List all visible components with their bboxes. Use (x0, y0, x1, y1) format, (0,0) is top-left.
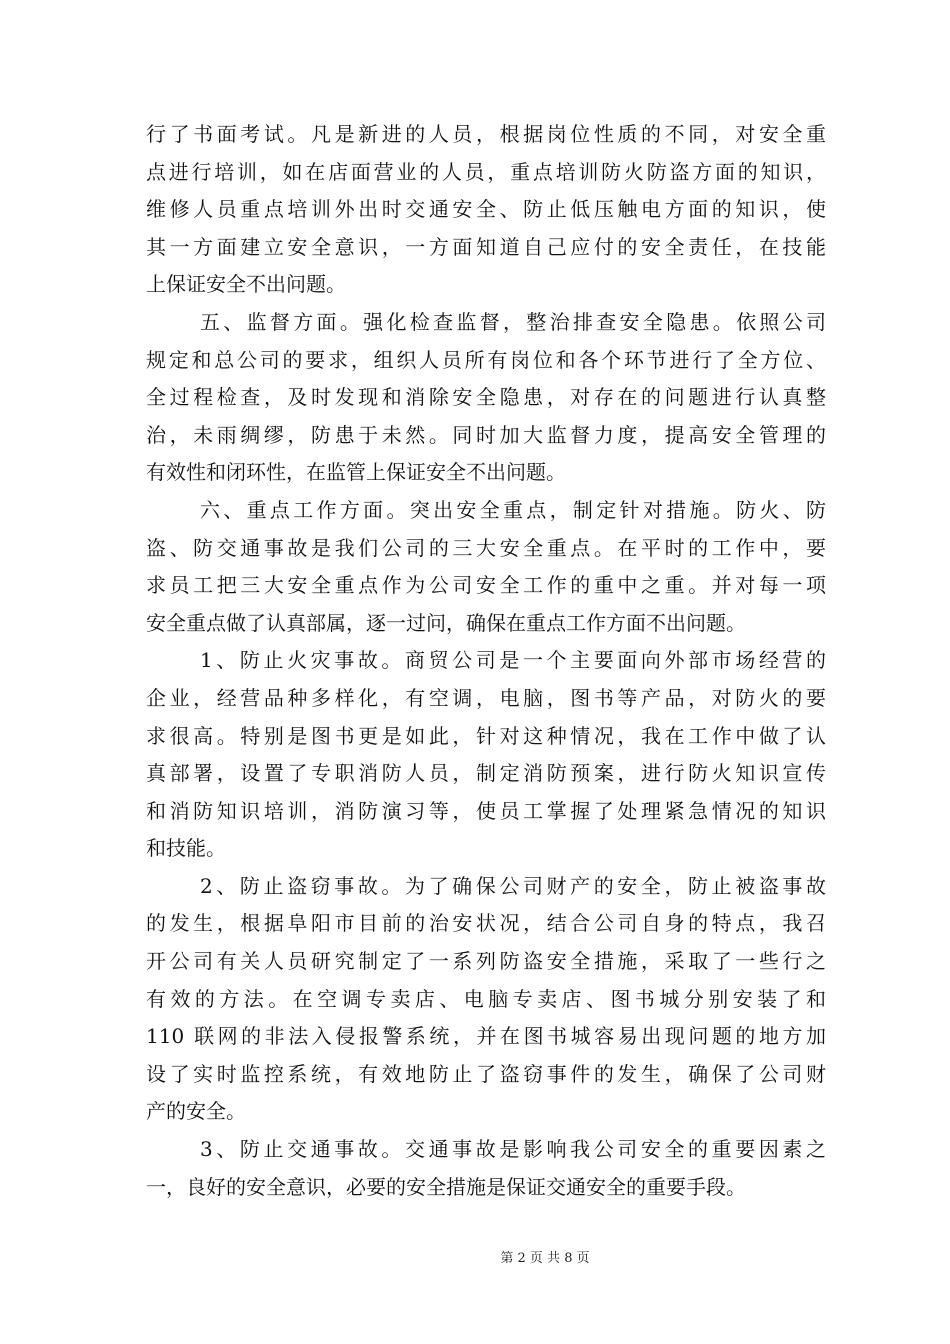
text-line: 维修人员重点培训外出时交通安全、防止低压触电方面的知识，使 (146, 197, 826, 222)
text-line: 开公司有关人员研究制定了一系列防盗安全措施，采取了一些行之 (146, 949, 826, 974)
text-line: 上保证安全不出问题。 (146, 272, 346, 297)
text-line: 五、监督方面。强化检查监督，整治排查安全隐患。依照公司 (200, 309, 826, 334)
text-line: 110 联网的非法入侵报警系统，并在图书城容易出现问题的地方加 (146, 1024, 826, 1049)
text-line: 2、防止盗窃事故。为了确保公司财产的安全，防止被盗事故 (200, 873, 826, 898)
text-line: 企业，经营品种多样化，有空调，电脑，图书等产品，对防火的要 (146, 685, 826, 710)
text-line: 其一方面建立安全意识，一方面知道自己应付的安全责任，在技能 (146, 234, 826, 259)
text-line: 规定和总公司的要求，组织人员所有岗位和各个环节进行了全方位、 (146, 347, 826, 372)
text-line: 点进行培训，如在店面营业的人员，重点培训防火防盗方面的知识， (146, 159, 826, 184)
text-line: 和技能。 (146, 836, 226, 861)
text-line: 求员工把三大安全重点作为公司安全工作的重中之重。并对每一项 (146, 573, 826, 598)
text-line: 有效的方法。在空调专卖店、电脑专卖店、图书城分别安装了和 (146, 986, 826, 1011)
page-number-footer: 第 2 页 共 8 页 (500, 1251, 590, 1266)
text-line: 有效性和闭环性，在监管上保证安全不出问题。 (146, 460, 566, 485)
text-line: 治，未雨绸缪，防患于未然。同时加大监督力度，提高安全管理的 (146, 422, 826, 447)
text-line: 一，良好的安全意识，必要的安全措施是保证交通安全的重要手段。 (146, 1174, 746, 1199)
text-line: 全过程检查，及时发现和消除安全隐患，对存在的问题进行认真整 (146, 385, 826, 410)
text-line: 3、防止交通事故。交通事故是影响我公司安全的重要因素之 (200, 1137, 826, 1162)
text-line: 盗、防交通事故是我们公司的三大安全重点。在平时的工作中，要 (146, 535, 826, 560)
text-line: 安全重点做了认真部属，逐一过问，确保在重点工作方面不出问题。 (146, 610, 746, 635)
document-body (146, 116, 826, 1206)
text-line: 行了书面考试。凡是新进的人员，根据岗位性质的不同，对安全重 (146, 122, 826, 146)
text-line: 六、重点工作方面。突出安全重点，制定针对措施。防火、防 (200, 497, 826, 522)
text-line: 设了实时监控系统，有效地防止了盗窃事件的发生，确保了公司财 (146, 1061, 826, 1086)
text-line: 真部署，设置了专职消防人员，制定消防预案，进行防火知识宣传 (146, 761, 826, 786)
text-line: 的发生，根据阜阳市目前的治安状况，结合公司自身的特点，我召 (146, 911, 826, 936)
text-line: 和消防知识培训，消防演习等，使员工掌握了处理紧急情况的知识 (146, 798, 826, 823)
text-line: 产的安全。 (146, 1099, 246, 1124)
text-line: 1、防止火灾事故。商贸公司是一个主要面向外部市场经营的 (200, 648, 826, 673)
text-line: 求很高。特别是图书更是如此，针对这种情况，我在工作中做了认 (146, 723, 826, 748)
